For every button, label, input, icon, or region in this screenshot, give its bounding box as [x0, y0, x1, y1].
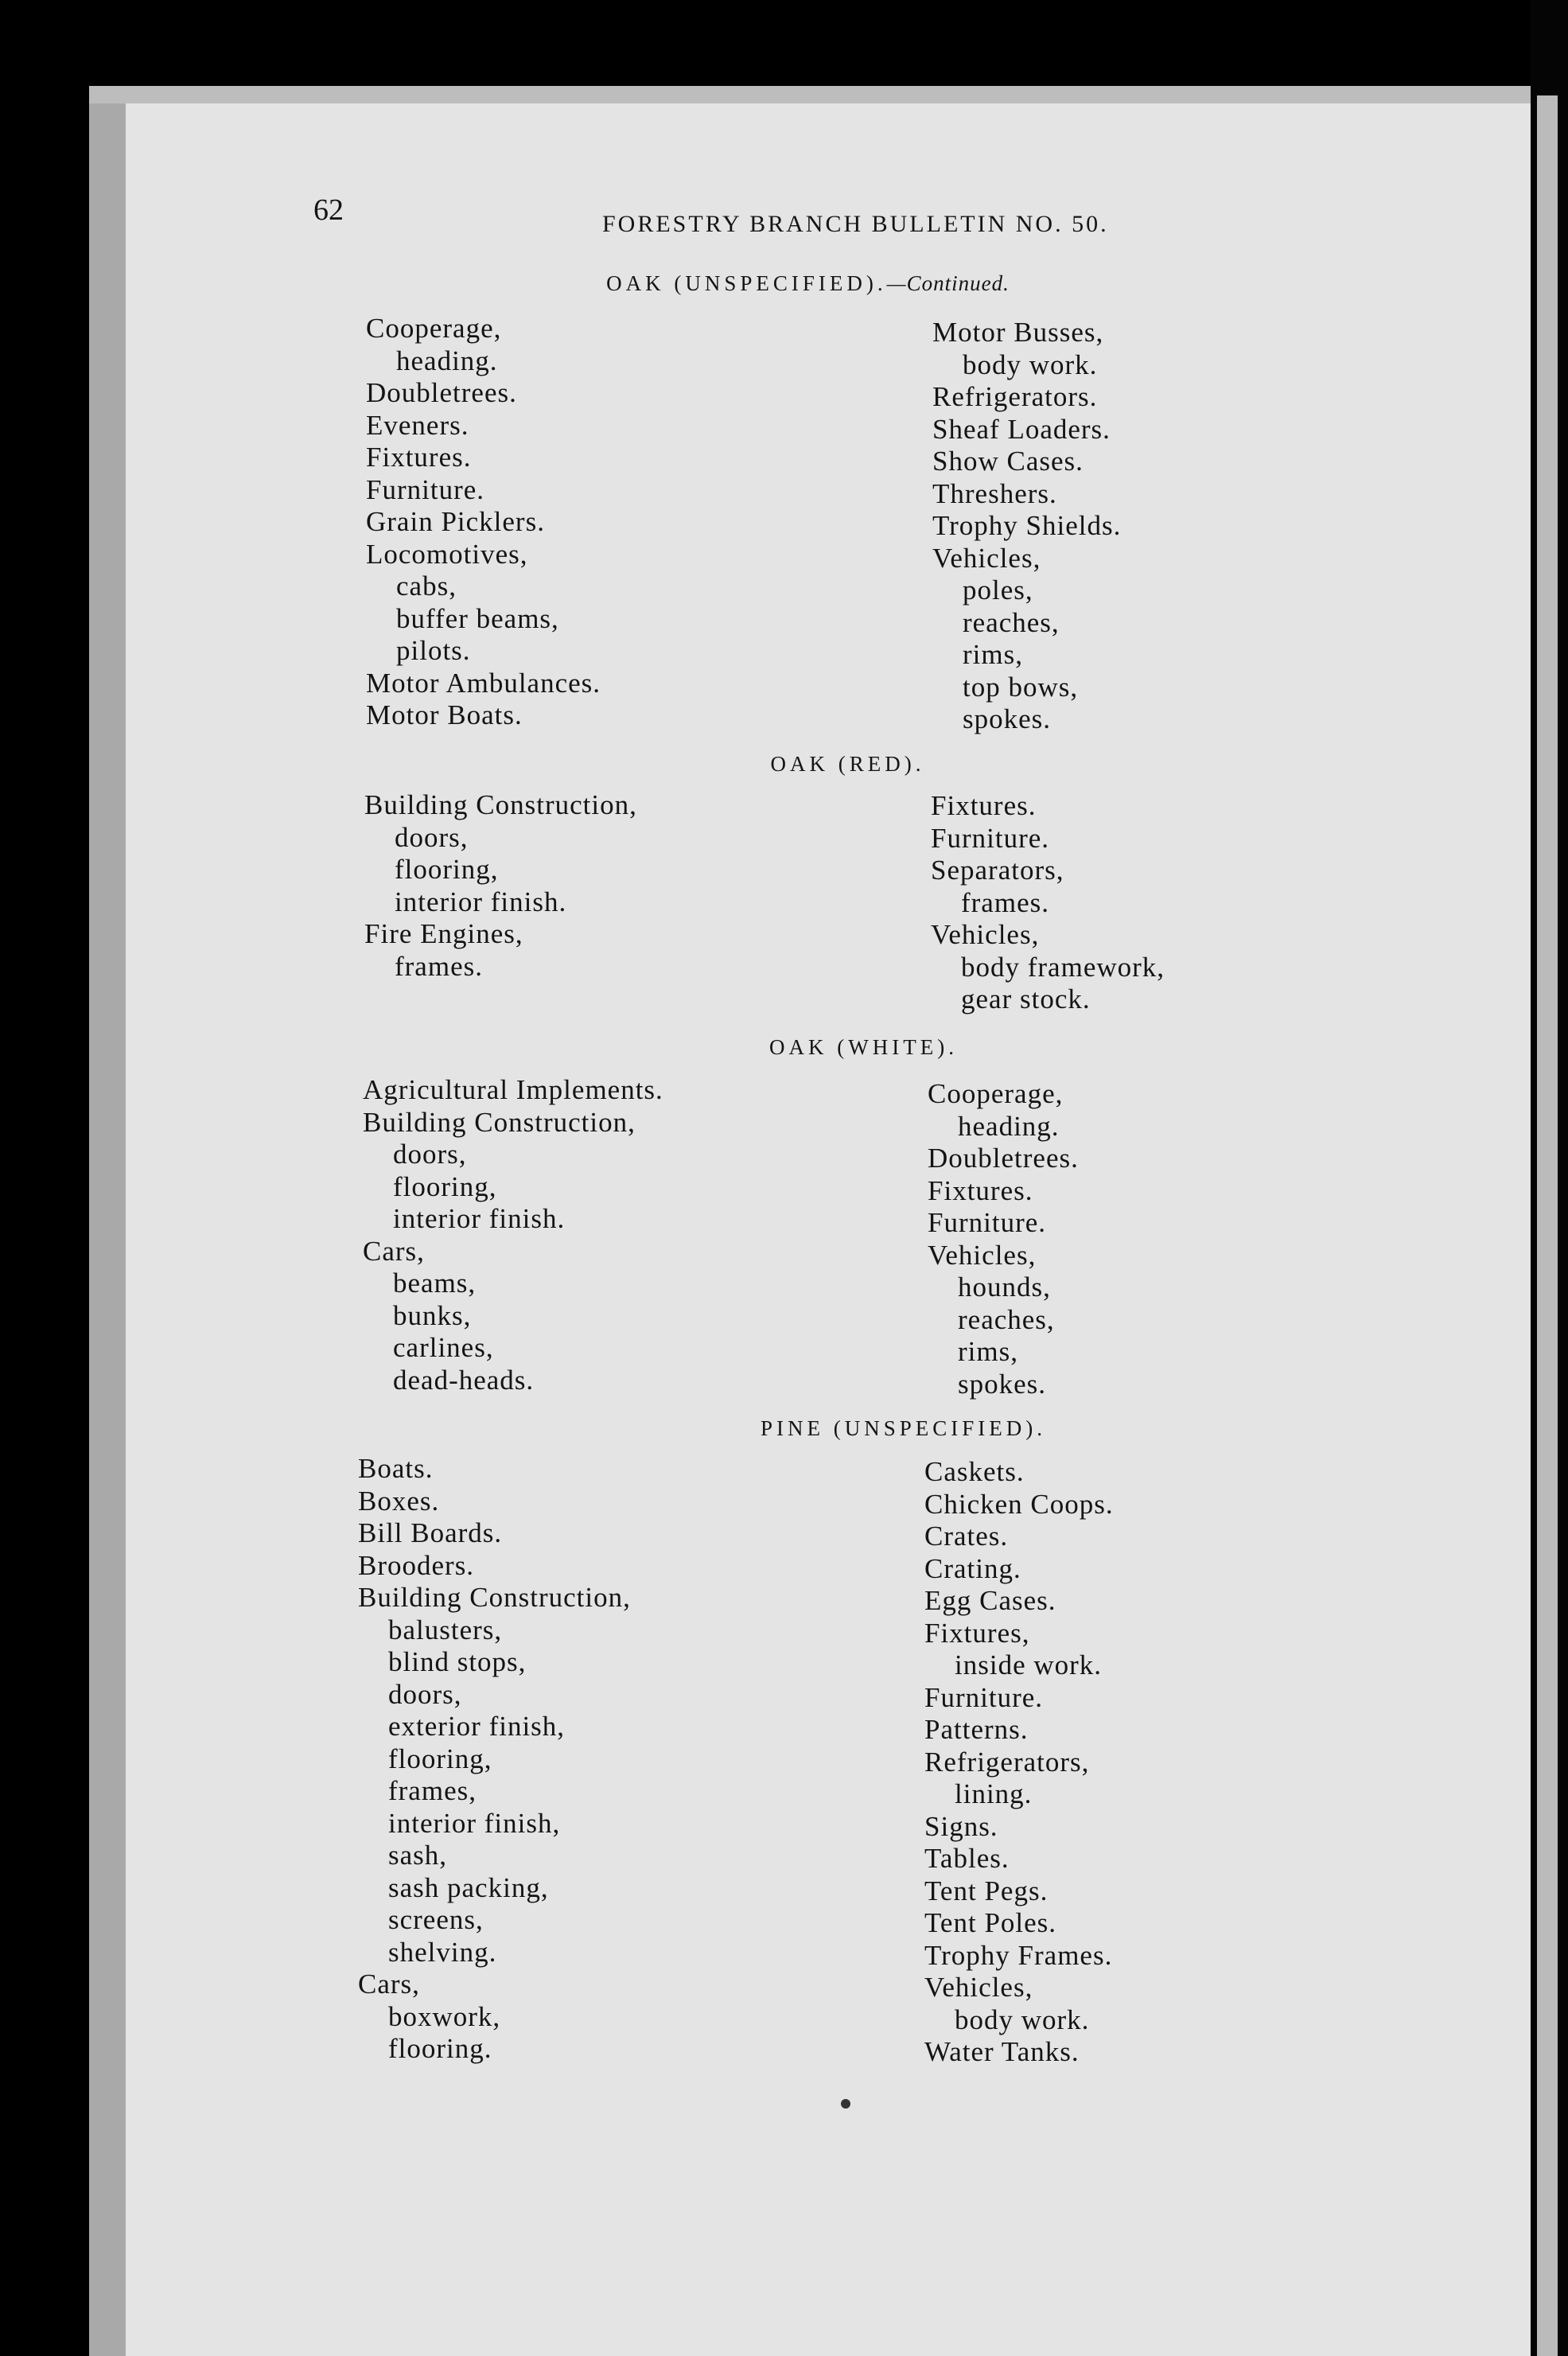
list-subitem: heading.: [396, 345, 498, 376]
list-subitem: body work.: [963, 349, 1098, 380]
right-column: [928, 1078, 1079, 1400]
list-subitem: cabs,: [396, 571, 457, 602]
list-item: Eveners.: [366, 409, 469, 441]
list-subitem: doors,: [395, 821, 469, 853]
section-heading: [0, 1412, 1568, 1444]
list-item: Tent Poles.: [924, 1907, 1057, 1938]
list-item: Cooperage,: [366, 313, 502, 344]
section-heading: [0, 748, 1568, 780]
list-item: Water Tanks.: [924, 2036, 1080, 2067]
list-item: Motor Boats.: [366, 699, 523, 730]
list-item: Furniture.: [366, 473, 485, 505]
list-subitem: frames,: [388, 1775, 477, 1806]
list-item: Show Cases.: [932, 446, 1084, 477]
section-heading-continued: —Continued.: [886, 271, 1010, 295]
list-subitem: balusters,: [388, 1614, 503, 1645]
list-item: Vehicles,: [931, 919, 1040, 950]
list-subitem: body work.: [955, 2004, 1090, 2035]
list-subitem: inside work.: [955, 1649, 1103, 1680]
list-item: Agricultural Implements.: [363, 1074, 663, 1105]
section-heading: [0, 267, 1568, 299]
right-column: [931, 790, 1165, 1016]
list-subitem: flooring,: [395, 854, 499, 885]
list-item: Separators,: [931, 855, 1064, 886]
list-subitem: doors,: [393, 1139, 467, 1170]
list-item: Crating.: [924, 1552, 1021, 1584]
next-page-edge: [1537, 95, 1558, 2356]
list-item: Furniture.: [924, 1681, 1044, 1713]
list-subitem: exterior finish,: [388, 1711, 566, 1742]
section-heading-text: OAK (WHITE).: [769, 1035, 958, 1059]
list-item: Boats.: [358, 1453, 434, 1484]
list-subitem: screens,: [388, 1904, 484, 1935]
list-subitem: frames.: [395, 950, 483, 982]
list-item: Refrigerators.: [932, 381, 1098, 412]
list-item: Trophy Frames.: [924, 1939, 1113, 1971]
list-item: Refrigerators,: [924, 1746, 1090, 1778]
left-column: [364, 789, 637, 983]
book-page: [89, 86, 1531, 2356]
list-subitem: dead-heads.: [393, 1364, 535, 1396]
list-item: Fixtures.: [931, 790, 1037, 821]
list-item: Building Construction,: [363, 1106, 636, 1138]
list-item: Building Construction,: [358, 1582, 631, 1613]
list-item: Boxes.: [358, 1485, 440, 1517]
list-subitem: boxwork,: [388, 2000, 501, 2032]
list-item: Threshers.: [932, 477, 1057, 509]
list-subitem: beams,: [393, 1268, 477, 1299]
running-head: FORESTRY BRANCH BULLETIN NO. 50.: [602, 211, 1109, 237]
list-subitem: frames.: [961, 886, 1049, 918]
section-heading-text: PINE (UNSPECIFIED).: [760, 1416, 1046, 1440]
list-subitem: bunks,: [393, 1299, 472, 1331]
list-subitem: buffer beams,: [396, 602, 559, 634]
list-item: Egg Cases.: [924, 1585, 1056, 1616]
right-column: [932, 317, 1121, 736]
list-subitem: rims,: [963, 639, 1023, 670]
list-subitem: heading.: [958, 1110, 1060, 1142]
list-item: Building Construction,: [364, 789, 637, 820]
list-subitem: sash,: [388, 1840, 448, 1871]
list-subitem: top bows,: [963, 671, 1079, 703]
list-item: Fixtures.: [366, 442, 472, 473]
list-item: Vehicles,: [924, 1972, 1033, 2003]
list-item: Locomotives,: [366, 538, 528, 570]
list-item: Bill Boards.: [358, 1517, 503, 1548]
list-item: Patterns.: [924, 1714, 1029, 1745]
list-item: Vehicles,: [932, 542, 1041, 574]
ink-speck: [841, 2099, 850, 2109]
page-gutter-shadow: [89, 86, 126, 2356]
list-item: Cooperage,: [928, 1078, 1064, 1109]
list-subitem: doors,: [388, 1678, 462, 1710]
list-subitem: lining.: [955, 1778, 1033, 1809]
list-item: Doubletrees.: [366, 377, 517, 408]
list-subitem: reaches,: [958, 1303, 1055, 1335]
list-subitem: carlines,: [393, 1332, 494, 1363]
list-item: Grain Picklers.: [366, 506, 545, 537]
list-item: Fixtures.: [928, 1174, 1033, 1206]
list-subitem: sash packing,: [388, 1871, 549, 1903]
list-item: Tables.: [924, 1843, 1010, 1874]
list-subitem: blind stops,: [388, 1646, 527, 1677]
left-column: [363, 1074, 663, 1396]
page-number: 62: [313, 193, 344, 227]
list-subitem: pilots.: [396, 635, 471, 666]
list-item: Cars,: [363, 1235, 425, 1267]
list-item: Furniture.: [931, 822, 1050, 854]
list-subitem: interior finish,: [388, 1807, 561, 1839]
list-item: Fire Engines,: [364, 918, 523, 949]
list-subitem: rims,: [958, 1336, 1018, 1367]
section-heading-text: OAK (UNSPECIFIED).: [606, 271, 887, 295]
list-subitem: gear stock.: [961, 983, 1091, 1014]
list-item: Cars,: [358, 1969, 420, 2000]
section-heading: [0, 1031, 1568, 1063]
left-column: [366, 313, 601, 732]
list-item: Motor Busses,: [932, 317, 1104, 348]
right-column: [924, 1456, 1114, 2069]
list-item: Vehicles,: [928, 1239, 1037, 1271]
list-subitem: poles,: [963, 574, 1033, 606]
list-item: Crates.: [924, 1521, 1009, 1552]
list-item: Sheaf Loaders.: [932, 413, 1111, 445]
list-item: Motor Ambulances.: [366, 667, 601, 699]
list-item: Fixtures,: [924, 1617, 1030, 1649]
list-item: Tent Pegs.: [924, 1875, 1049, 1906]
list-subitem: flooring.: [388, 2033, 492, 2064]
list-item: Signs.: [924, 1810, 998, 1842]
list-subitem: reaches,: [963, 606, 1060, 638]
list-subitem: flooring,: [388, 1743, 492, 1774]
list-item: Trophy Shields.: [932, 510, 1122, 541]
list-subitem: body framework,: [961, 951, 1165, 983]
left-column: [358, 1453, 631, 2066]
list-subitem: hounds,: [958, 1271, 1051, 1303]
list-subitem: shelving.: [388, 1936, 497, 1968]
list-item: Caskets.: [924, 1456, 1025, 1487]
list-subitem: flooring,: [393, 1170, 497, 1202]
page-top-shadow: [89, 86, 1531, 103]
list-item: Brooders.: [358, 1549, 475, 1581]
list-item: Furniture.: [928, 1207, 1047, 1238]
list-item: Doubletrees.: [928, 1143, 1079, 1174]
list-subitem: spokes.: [963, 703, 1052, 734]
list-subitem: interior finish.: [393, 1203, 566, 1234]
list-subitem: spokes.: [958, 1368, 1047, 1400]
list-subitem: interior finish.: [395, 886, 567, 917]
list-item: Chicken Coops.: [924, 1488, 1114, 1520]
section-heading-text: OAK (RED).: [770, 752, 925, 776]
